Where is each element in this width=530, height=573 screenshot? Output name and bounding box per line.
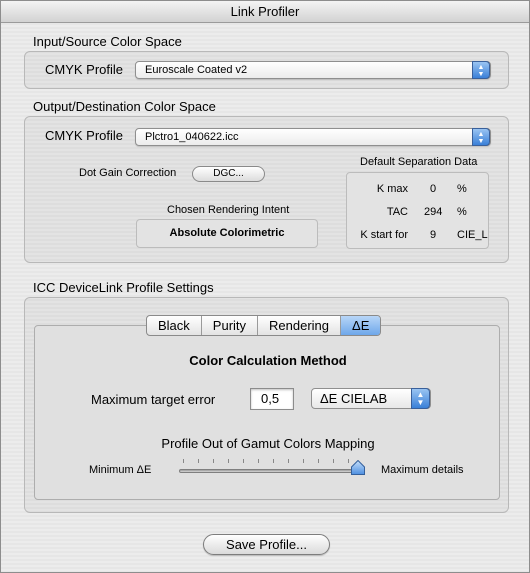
slider-tick	[228, 459, 229, 463]
method-popup[interactable]	[311, 388, 431, 409]
tab-purity[interactable]: Purity	[202, 316, 258, 335]
popup-arrows-icon: ▲ ▼	[472, 61, 490, 79]
slider-tick	[183, 459, 184, 463]
dot-gain-label: Dot Gain Correction	[79, 167, 177, 179]
rendering-intent-label: Chosen Rendering Intent	[167, 204, 290, 216]
gamut-slider[interactable]	[179, 469, 363, 473]
gamut-title: Profile Out of Gamut Colors Mapping	[161, 436, 375, 451]
output-section-title: Output/Destination Color Space	[33, 99, 216, 114]
slider-max-label: Maximum details	[381, 464, 464, 476]
rendering-intent-value: Absolute Colorimetric	[136, 219, 318, 248]
popup-arrows-icon: ▲ ▼	[472, 128, 490, 146]
output-profile-popup[interactable]	[135, 128, 491, 146]
save-profile-button[interactable]: Save Profile...	[203, 534, 330, 555]
slider-thumb-icon[interactable]	[351, 460, 365, 475]
window-title: Link Profiler	[1, 1, 529, 23]
input-profile-label: CMYK Profile	[45, 62, 124, 77]
kmax-unit: %	[457, 183, 467, 195]
slider-tick	[258, 459, 259, 463]
tab-black[interactable]: Black	[147, 316, 202, 335]
kmax-value: 0	[430, 183, 437, 195]
max-error-field[interactable]: 0,5	[250, 388, 294, 410]
slider-tick	[198, 459, 199, 463]
panel-title: Color Calculation Method	[189, 353, 347, 368]
tac-unit: %	[457, 206, 467, 218]
tab-delta-e[interactable]: ΔE	[341, 316, 380, 335]
slider-tick	[318, 459, 319, 463]
devicelink-section-title: ICC DeviceLink Profile Settings	[33, 280, 214, 295]
delta-e-tab-panel	[34, 325, 500, 500]
kstart-value: 9	[430, 229, 437, 241]
separation-box	[346, 172, 489, 249]
max-error-label: Maximum target error	[91, 392, 216, 407]
kstart-unit: CIE_L	[457, 229, 488, 241]
tac-label: TAC	[386, 206, 408, 218]
input-section-title: Input/Source Color Space	[33, 34, 182, 49]
settings-tabs	[146, 315, 381, 336]
output-profile-value: Plctro1_040622.icc	[145, 131, 239, 143]
slider-tick	[303, 459, 304, 463]
popup-arrows-icon: ▲ ▼	[411, 388, 430, 409]
input-group	[24, 51, 509, 89]
kstart-label: K start for	[360, 229, 408, 241]
slider-tick	[273, 459, 274, 463]
slider-tick	[348, 459, 349, 463]
slider-tick	[243, 459, 244, 463]
input-profile-popup[interactable]	[135, 61, 491, 79]
output-profile-label: CMYK Profile	[45, 128, 124, 143]
slider-tick	[288, 459, 289, 463]
method-value: ΔE CIELAB	[320, 391, 388, 406]
slider-min-label: Minimum ΔE	[89, 464, 152, 476]
kmax-label: K max	[376, 183, 408, 195]
separation-title: Default Separation Data	[360, 156, 478, 168]
slider-tick	[333, 459, 334, 463]
output-group	[24, 116, 509, 263]
dgc-button[interactable]: DGC...	[192, 166, 265, 182]
tac-value: 294	[424, 206, 443, 218]
tab-rendering[interactable]: Rendering	[258, 316, 341, 335]
slider-tick	[213, 459, 214, 463]
input-profile-value: Euroscale Coated v2	[145, 64, 248, 76]
